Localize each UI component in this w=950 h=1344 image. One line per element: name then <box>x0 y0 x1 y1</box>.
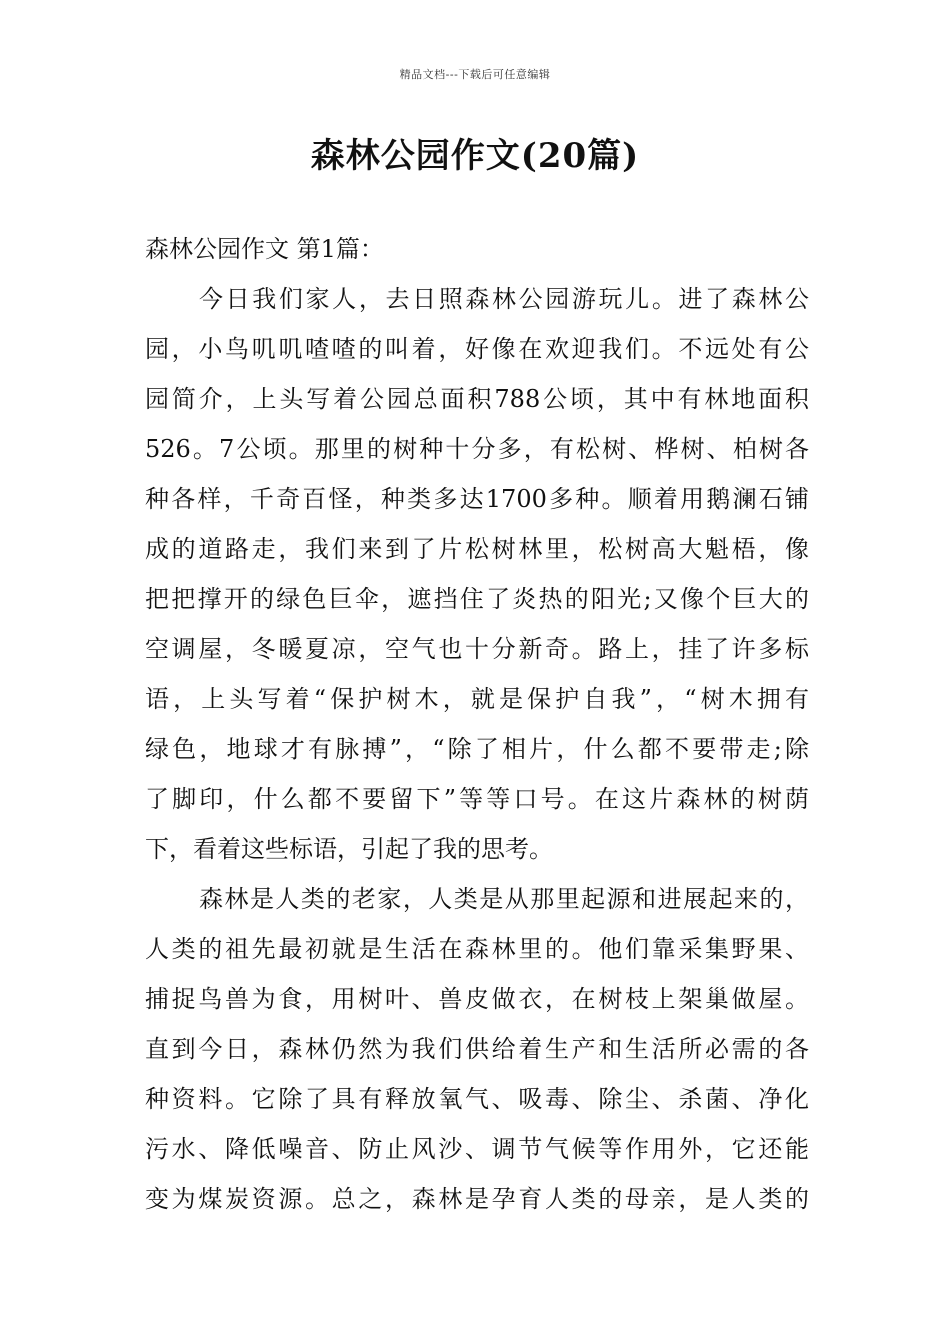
section-heading: 森林公园作文 第1篇： <box>145 235 384 263</box>
paragraph-line: 园，小鸟叽叽喳喳的叫着，好像在欢迎我们。不远处有公 <box>145 335 809 363</box>
document-title: 森林公园作文(20篇) <box>310 136 640 176</box>
paragraph-line: 森林是人类的老家，人类是从那里起源和进展起来的， <box>199 885 809 913</box>
paragraph-line: 园简介，上头写着公园总面积788公顷，其中有林地面积 <box>145 385 809 413</box>
paragraph-line: 语，上头写着“保护树木，就是保护自我”，“树木拥有 <box>145 685 809 713</box>
paragraph-line: 526。7公顷。那里的树种十分多，有松树、桦树、柏树各 <box>145 435 809 463</box>
paragraph-line: 种资料。它除了具有释放氧气、吸毒、除尘、杀菌、净化 <box>145 1085 809 1113</box>
paragraph-line: 变为煤炭资源。总之，森林是孕育人类的母亲，是人类的 <box>145 1185 809 1213</box>
paragraph-1 <box>145 274 809 874</box>
header-note: 精品文档---下载后可任意编辑 <box>399 68 551 81</box>
paragraph-2 <box>145 874 809 1224</box>
paragraph-line: 空调屋，冬暖夏凉，空气也十分新奇。路上，挂了许多标 <box>145 635 809 663</box>
paragraph-line: 了脚印，什么都不要留下”等等口号。在这片森林的树荫 <box>145 785 809 813</box>
paragraph-line: 今日我们家人，去日照森林公园游玩儿。进了森林公 <box>199 285 809 313</box>
paragraph-line: 人类的祖先最初就是生活在森林里的。他们靠采集野果、 <box>145 935 809 963</box>
paragraph-line: 成的道路走，我们来到了片松树林里，松树高大魁梧，像 <box>145 535 809 563</box>
paragraph-line: 把把撑开的绿色巨伞，遮挡住了炎热的阳光;又像个巨大的 <box>145 585 809 613</box>
paragraph-line: 污水、降低噪音、防止风沙、调节气候等作用外，它还能 <box>145 1135 809 1163</box>
document-body <box>145 224 809 1224</box>
paragraph-line: 捕捉鸟兽为食，用树叶、兽皮做衣，在树枝上架巢做屋。 <box>145 985 809 1013</box>
paragraph-line: 下，看着这些标语，引起了我的思考。 <box>145 835 553 863</box>
paragraph-line: 种各样，千奇百怪，种类多达1700多种。顺着用鹅澜石铺 <box>145 485 809 513</box>
paragraph-line: 绿色，地球才有脉搏”，“除了相片，什么都不要带走;除 <box>145 735 809 763</box>
paragraph-line: 直到今日，森林仍然为我们供给着生产和生活所必需的各 <box>145 1035 809 1063</box>
